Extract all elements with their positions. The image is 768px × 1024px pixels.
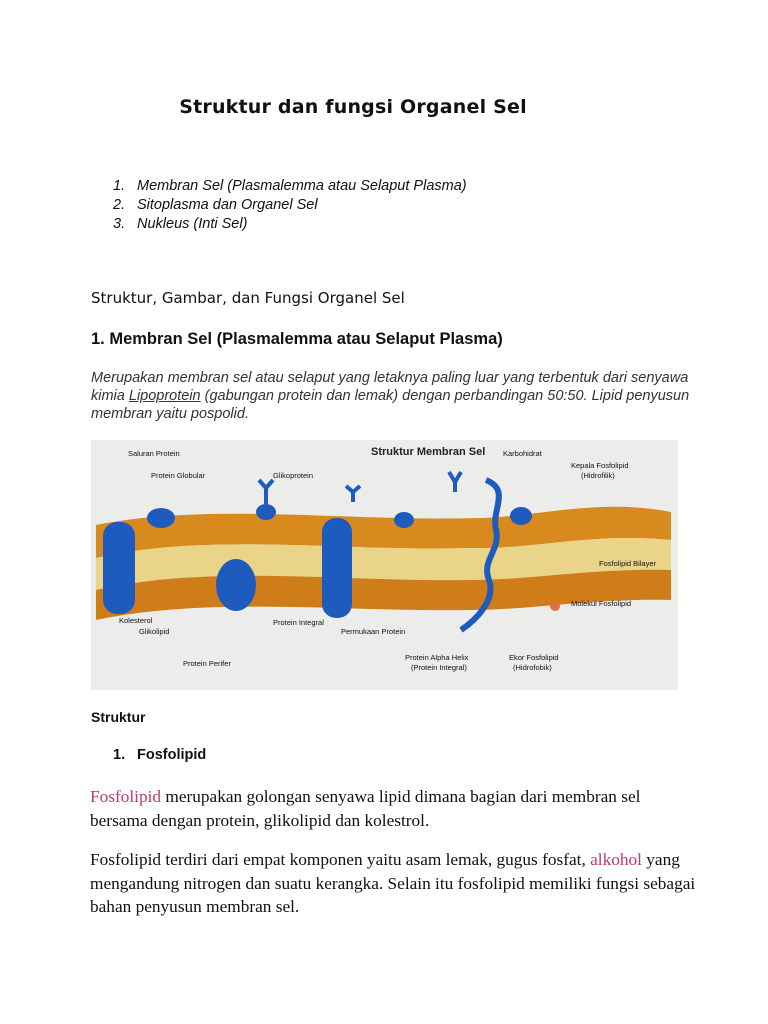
toc-item-label: Sitoplasma dan Organel Sel	[137, 197, 318, 213]
peripheral-protein	[216, 559, 256, 611]
phospholipid-molecule	[550, 601, 560, 611]
label-glikolipid: Glikolipid	[139, 627, 170, 636]
label-protein-globular: Protein Globular	[151, 471, 206, 480]
toc-item-label: Membran Sel (Plasmalemma atau Selaput Plasma)	[137, 178, 467, 194]
karbohidrat-chain	[449, 472, 461, 492]
label-glikoprotein: Glikoprotein	[273, 471, 314, 480]
carbohydrate-chain	[346, 486, 360, 502]
table-of-contents	[113, 177, 467, 234]
label-protein-perifer: Protein Perifer	[183, 659, 231, 668]
alkohol-link[interactable]: alkohol	[590, 850, 642, 869]
struktur-heading: Struktur	[91, 709, 146, 725]
fosfolipid-heading: 1. Fosfolipid	[113, 747, 207, 763]
toc-item-label: Nukleus (Inti Sel)	[137, 216, 248, 232]
membran-heading: 1. Membran Sel (Plasmalemma atau Selaput Plasma)	[91, 330, 503, 348]
toc-item-1[interactable]: 1. Membran Sel (Plasmalemma atau Selaput Plasma)	[113, 178, 467, 194]
label-kepala-fosfolipid: Kepala Fosfolipid	[571, 461, 629, 470]
label-protein-alpha-helix: Protein Alpha Helix	[405, 653, 469, 662]
glycoprotein-body	[256, 504, 276, 520]
intro-paragraph: Merupakan membran sel atau selaput yang letaknya paling luar yang terbentuk dari senyawa kimia Lipoprotein (gabungan protein dan lemak) dengan perbandingan 50:50. Lipid penyusun membran yaitu pospolid.	[91, 370, 690, 422]
label-saluran-protein: Saluran Protein	[128, 449, 180, 458]
label-ekor-fosfolipid: Ekor Fosfolipid	[509, 653, 559, 662]
figure-title: Struktur Membran Sel	[371, 446, 486, 458]
membrane-illustration	[91, 440, 678, 690]
label-kolesterol: Kolesterol	[119, 616, 153, 625]
globular-protein	[147, 508, 175, 528]
surface-protein	[394, 512, 414, 528]
paragraph-komponen: Fosfolipid terdiri dari empat komponen yaitu asam lemak, gugus fosfat, alkohol yang mengandung nitrogen dan suatu kerangka. Selain itu fosfolipid memiliki fungsi sebagai bahan penyusun membran sel.	[90, 850, 696, 916]
paragraph-fosfolipid: Fosfolipid merupakan golongan senyawa lipid dimana bagian dari membran sel bersama dengan protein, glikolipid dan kolestrol.	[90, 787, 641, 830]
label-hidrofobik: (Hidrofobik)	[513, 663, 552, 672]
label-protein-integral-paren: (Protein Integral)	[411, 663, 467, 672]
label-fosfolipid-bilayer: Fosfolipid Bilayer	[599, 559, 657, 568]
glycoprotein-chain	[259, 480, 273, 504]
label-hidrofilik: (Hidrofilik)	[581, 471, 615, 480]
toc-item-2[interactable]: 2. Sitoplasma dan Organel Sel	[113, 197, 318, 213]
label-protein-integral: Protein Integral	[273, 618, 324, 627]
integral-protein	[322, 518, 352, 618]
section-heading: Struktur, Gambar, dan Fungsi Organel Sel	[91, 289, 405, 307]
fosfolipid-link[interactable]: Fosfolipid	[90, 787, 162, 806]
protein-head	[510, 507, 532, 525]
toc-item-3[interactable]: 3. Nukleus (Inti Sel)	[113, 216, 248, 232]
lipoprotein-link[interactable]: Lipoprotein	[128, 388, 201, 404]
label-karbohidrat: Karbohidrat	[503, 449, 542, 458]
label-molekul-fosfolipid: Molekul Fosfolipid	[571, 599, 632, 608]
membrane-diagram	[91, 440, 678, 690]
channel-protein	[103, 522, 135, 614]
label-permukaan-protein: Permukaan Protein	[341, 627, 406, 636]
page-title: Struktur dan fungsi Organel Sel	[179, 96, 527, 118]
